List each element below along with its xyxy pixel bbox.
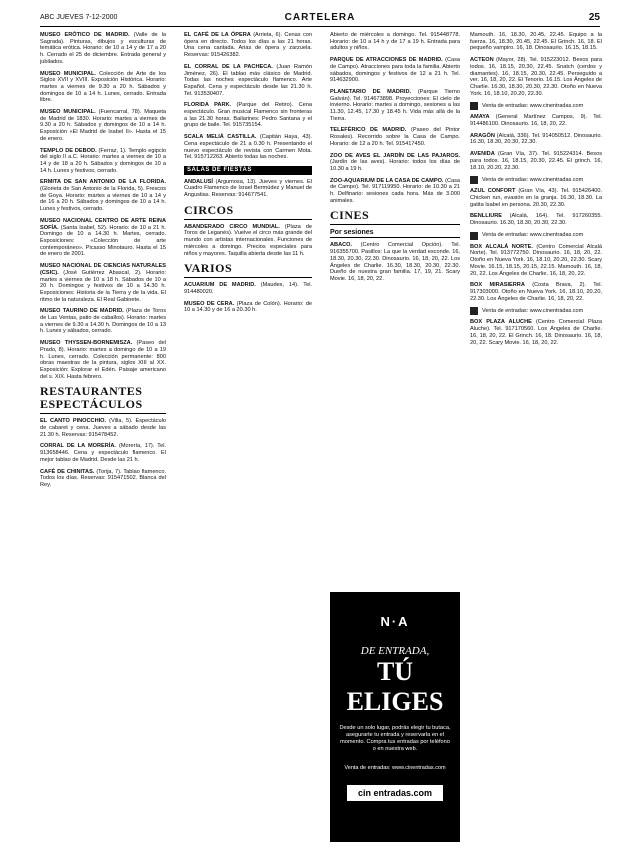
web-banner-text: Venta de entradas: www.cinentradas.com — [482, 176, 584, 183]
listing-entry — [330, 32, 460, 52]
listing-text: (Centro Comercial Plaza Aluche). Tel. 917170560. Los Ángeles de Charlie. 16, 18, 20, 22. El Grinch. 16, 18. Dinosaurio. 16, 18, 20, 22. Scary Movie. 16, 18, 20, 22. — [470, 319, 602, 346]
listing-text: (Casa de Campo). Tel. 917119950. Horario: de 10.30 a 21 h. Delfinario: sesiones cada hora. Más de 3.000 animales. — [330, 177, 460, 204]
listing-text: (Santa Isabel, 52). Horario: de 10 a 21 h. Domingo de 10 a 14.30 h. Martes, cerrado. Exposiciones: «Colección de arte contemporáneo». Picasso Minotauro. Hasta el 15 de enero de 2001. — [40, 224, 166, 258]
listing-text: (Torija, 7). Tablao flamenco. Todos los días. Reservas: 915471502. Blanca del Rey. — [40, 468, 166, 488]
listing-text: (Ferraz, 1). Templo egipcio del siglo II a.C. Horario: martes a viernes de 10 a 14 y de 18 a 20 h. Sábados y domingos de 10 a 14 h. Lunes y festivos, cerrado. — [40, 147, 166, 174]
listing-entry — [470, 57, 602, 97]
restaurants-heading: RESTAURANTES ESPECTÁCULOS — [40, 385, 166, 414]
listing-text: (Parque del Retiro). Cena espectáculo. Gran musical Flamenco sin fronteras a las 21.30 horas. Bailarines: Pedro Santana y el grupo de baile. Tel. 915735154. — [184, 102, 312, 129]
listing-entry — [184, 224, 312, 258]
listing-title: ZOO-AQUARIUM DE LA CASA DE CAMPO. — [330, 177, 444, 184]
listing-entry — [470, 32, 602, 52]
listing-title: SCALA MELIÁ CASTILLA. — [184, 134, 257, 141]
listing-entry — [184, 32, 312, 59]
web-icon — [470, 176, 478, 184]
listing-text: (Alcalá, 164). Tel. 917260355. Dinosaurio. 16.30, 18.30, 20.30, 22.30. — [470, 213, 602, 227]
ad-headline-2: TÚ ELIGES — [346, 657, 444, 716]
listing-title: MUSEO DE CERA. — [184, 300, 235, 307]
web-icon — [470, 232, 478, 240]
listing-entry — [184, 179, 312, 199]
listing-title: BOX PLAZA ALUCHE — [470, 319, 532, 326]
listing-entry — [470, 319, 602, 346]
listing-entry — [470, 114, 602, 127]
listing-title: MUSEO NACIONAL DE CIENCIAS NATURALES (CSIC). — [40, 263, 166, 276]
listing-title: ANDALUSÍ — [184, 178, 213, 185]
listing-entry — [470, 282, 602, 302]
listing-title: ACUARIUM DE MADRID. — [184, 282, 256, 289]
listing-entry — [40, 109, 166, 143]
cinentradas-advertisement[interactable] — [330, 592, 460, 842]
listing-text: (Juan Ramón Jiménez, 26). El tablao más clásico de Madrid. Todas las noches espectáculo flamenco. Arte Español. Cena y espectáculo desde las 21.30 h. Tel. 913530407. — [184, 63, 312, 97]
listing-entry — [184, 64, 312, 98]
listing-entry — [40, 308, 166, 335]
listing-title: AZUL CONFORT — [470, 188, 516, 195]
page-number: 25 — [588, 12, 600, 23]
listing-text: (Centro Comercial Opción). Tel. 916355700. Pasillos: La que la verdad esconde. 16, 18.30, 20.30, 22.30. Dinosaurio. 16, 18, 20, 22. Los Ángeles de Charlie. 16.30, 18.30, 20.30, 22.30. Dueño de nuestra gran familia. 17, 19, 21. Scary Movie. 16, 18, 20, 22. — [330, 242, 460, 282]
web-banner-text: Venta de entradas: www.cinentradas.com — [482, 102, 584, 109]
column-2 — [184, 32, 312, 319]
listing-text: (Casa de Campo). Atracciones para toda la familia. Abierto sábados, domingos y festivos de 12 a 21 h. Tel. 914632900. — [330, 57, 460, 84]
ad-headline-1: DE ENTRADA, — [360, 645, 430, 657]
listing-text: (Maudes, 14). Tel. 914480020. — [184, 282, 312, 295]
ad-logo: N·A — [380, 614, 410, 629]
listing-title: MUSEO THYSSEN-BORNEMISZA. — [40, 340, 133, 347]
listing-title: AMAYA — [470, 114, 490, 121]
listing-entry — [184, 134, 312, 161]
listing-title: EL CORRAL DE LA PACHECA. — [184, 63, 273, 70]
listing-text: (Alcalá, 336). Tel. 914050512. Dinosaurio. 16.30, 18.30, 20.30, 22.30. — [470, 132, 602, 146]
listing-title: MUSEO MUNICIPAL. — [40, 109, 96, 116]
listing-text: (Morería, 17). Tel. 913658446. Cena y espectáculo flamenco. El mejor tablao de Madrid. Desde las 21 h. — [40, 443, 166, 463]
listing-text: (Plaza de Colón). Horario: de 10 a 14.30 y de 16 a 20.30 h. — [184, 300, 312, 314]
listing-entry — [330, 178, 460, 205]
listing-entry — [40, 148, 166, 175]
listing-title: ARAGÓN — [470, 132, 495, 139]
listing-text: (Gran Vía, 43). Tel. 915426400. Chicken run, evasión en la granja. 16.30, 18.30. La gatita Isabel en persona. 20.30, 22.30. — [470, 188, 602, 208]
varios-heading: VARIOS — [184, 262, 312, 278]
ad-url[interactable]: Venta de entradas: www.cinentradas.com — [344, 765, 446, 771]
listing-entry — [40, 443, 166, 463]
listing-title: ACTEON — [470, 57, 494, 64]
listing-text: (Argumosa, 13). Jueves y viernes. El Cuadro Flamenco de Israel Bermúdez y Manuel de Angustias. Reservas: 914677541. — [184, 178, 312, 199]
listing-entry — [330, 127, 460, 147]
listing-text: Abierto de miércoles a domingo. Tel. 915448778. Horario: de 10 a 14 h y de 17 a 19 h. Entrada para adultos y niños. — [330, 32, 460, 52]
column-4 — [470, 32, 602, 351]
web-icon — [470, 307, 478, 315]
listing-text: (Mayor, 28). Tel. 915223012. Besos para todos. 16, 18.15, 20.30, 22.45. Snatch (cerdos y diamantes). 16, 18.15, 20.30, 22.45. Perseguido a ver. 16, 18, 20, 22. El Tenorio. 16.15. Los Ángeles de Charlie. 16.30, 18.30, 20.30, 22.30. Otoño en Nueva York. 16, 18.10, 20.20, 22.30. — [470, 57, 602, 97]
listing-entry — [40, 263, 166, 303]
web-banner[interactable] — [470, 176, 602, 184]
listing-title: EL CANTO PINOCCHIO. — [40, 418, 107, 425]
listing-entry — [40, 418, 166, 438]
listing-title: FLORIDA PARK. — [184, 102, 232, 109]
listing-text: (Fuencarral, 78). Maqueta de Madrid de 1830. Horario: martes a viernes de 9.30 a 20 h. Sábados y domingos de 10 a 14 h. Exposición «El Madrid de Isabel II». Hasta el 15 de enero. — [40, 109, 167, 142]
page-header — [40, 12, 600, 27]
listing-title: CAFÉ DE CHINITAS. — [40, 468, 95, 475]
listing-title: ABACO. — [330, 242, 353, 249]
listing-title: MUSEO MUNICIPAL. — [40, 70, 96, 77]
web-banner-text: Venta de entradas: www.cinentradas.com — [482, 232, 584, 239]
cines-heading: CINES — [330, 209, 460, 225]
listing-title: BOX ALCALÁ NORTE. — [470, 243, 533, 250]
listing-text: Mamouth. 16, 18.30, 20.45, 22.45. Equipo a la fuerza. 16, 18.30, 20.45, 22.45. El Grinch. 16, 18. El pequeño vampiro. 16, 18. Dinosaurio. 16.15, 18.15. — [470, 32, 602, 52]
listing-entry — [470, 188, 602, 208]
listing-title: AVENIDA — [470, 151, 495, 158]
listing-entry — [40, 71, 166, 105]
web-banner[interactable] — [470, 232, 602, 240]
listing-text: (Glorieta de San Antonio de la Florida, 5). Frescos de Goya. Horario: martes a viernes de 10 a 14 y de 16 a 20 h. Sábados y domingos de 10 a 14 h. Lunes y festivos, cerrado. — [40, 186, 166, 213]
listing-title: PLANETARIO DE MADRID. — [330, 88, 412, 95]
listing-title: EL CAFÉ DE LA ÓPERA — [184, 32, 251, 38]
listing-title: PARQUE DE ATRACCIONES DE MADRID. — [330, 57, 443, 64]
listing-title: CORRAL DE LA MORERÍA. — [40, 443, 116, 450]
listing-entry — [40, 340, 166, 380]
listing-text: Colección de Arte de los Siglos XVII y XVIII. Exposición Histórica. Horario: martes a viernes de 9.30 a 20 h. Sábados y domingos de 10 a 14 h. Lunes, cerrado. Entrada libre. — [40, 70, 167, 104]
web-icon — [470, 102, 478, 110]
listing-text: (General Martínez Campos, 9). Tel. 914486100. Dinosaurio. 16, 18, 20, 22. — [470, 114, 602, 128]
listing-text: (Costa Brava, 2). Tel. 917303000. Otoño en Nueva York. 16, 18.10, 20.20, 22.30. Los Ángeles de Charlie. 16, 18, 20, 22. — [470, 282, 603, 302]
listing-entry — [40, 179, 166, 213]
web-banner[interactable] — [470, 307, 602, 315]
listing-entry — [184, 282, 312, 295]
listing-text: (Parque Tierno Galván). Tel. 914673898. Proyecciones: El cielo de invierno. Horario: martes a domingo, sesiones a las 11.30, 12.45, 17.30 y 18.45 h. Vida más allá de la Tierra. — [330, 88, 460, 122]
listing-entry — [184, 301, 312, 314]
web-banner-text: Venta de entradas: www.cinentradas.com — [482, 308, 584, 315]
listing-text: (Centro Comercial Alcalá Norte). Tel. 913772750. Dinosaurio. 16, 18, 20, 22. Otoño en Nueva York. 16, 18.10, 20.20, 22.30. Scary Movie. 16.15, 18.15, 20.15, 22.15. Mamouth. 16, 18, 20, 22. Los Ángeles de Charlie. 16, 18, 20, 22. — [470, 243, 602, 277]
listing-text: (Paseo del Pintor Rosales). Recorrido sobre la Casa de Campo. Horario: de 12 a 20 h. Tel. 915417450. — [330, 127, 461, 147]
section-title: CARTELERA — [284, 12, 356, 23]
ad-brand: cin entradas.com — [347, 785, 443, 801]
listing-text: (Plaza de Toros de Leganés). Vuelve el circo más grande del mundo con artistas internacionales. Funciones de miércoles a domingo. Precios especiales para niños y mayores. Taquilla abierta desde las 11 h. — [184, 223, 313, 257]
column-3 — [330, 32, 460, 288]
listing-title: MUSEO ERÓTICO DE MADRID. — [40, 32, 130, 38]
listing-title: ERMITA DE SAN ANTONIO DE LA FLORIDA. — [40, 179, 166, 186]
ad-body: Desde un solo lugar, podrás elegir tu butaca, asegurarte tu entrada y reservarla en el momento. Compra tus entradas por teléfono o en nuestra web. — [339, 725, 451, 752]
listing-text: (Villa, 5). Espectáculo de cabaret y cena. Jueves a sábado desde las 21.30 h. Reservas: 915478452. — [40, 418, 166, 438]
header-date: ABC JUEVES 7-12-2000 — [40, 14, 118, 21]
listing-title: BOX MIRASIERRA — [470, 282, 525, 289]
listing-entry — [470, 213, 602, 226]
listing-text: (Valle de la Sagrada). Pinturas, dibujos y esculturas de temática erótica. Horario: de 10 a 14 y de 17 a 20 h. Cerrado el 25 de diciembre. Entrada general y jubilados. — [40, 32, 166, 65]
listing-entry — [470, 133, 602, 146]
listing-text: (Paseo del Prado, 8). Horario: martes a domingo de 10 a 19 h. Lunes, cerrado. Colección permanente: 800 obras maestras de la pintura, siglos XIII al XX. Exposición: Explorar el Edén. Paisaje americano del s. XIX. Hasta febrero. — [40, 340, 166, 380]
listing-entry — [40, 218, 166, 258]
listing-entry — [330, 57, 460, 84]
listing-text: (José Gutiérrez Abascal, 2). Horario: martes a viernes de 10 a 18 h. Sábados de 10 a 20 h. Domingos y festivos de 10 a 14.30 h. Exposiciones: Historia de la Tierra y de la vida. El ritmo de la naturaleza. El Real Gabinete. — [40, 269, 166, 303]
circos-heading: CIRCOS — [184, 204, 312, 220]
por-sesiones-subhead: Por sesiones — [330, 229, 460, 238]
listing-title: ABANDERADO CIRCO MUNDIAL. — [184, 223, 280, 230]
listing-text: (Gran Vía, 37). Tel. 915224314. Besos para todos. 16, 18.15, 20.30, 22.45. El grinch. 16, 18.10, 20.20, 22.30. — [470, 151, 602, 171]
listing-title: TEMPLO DE DEBOD. — [40, 147, 97, 154]
listing-entry — [40, 32, 166, 66]
listing-entry — [330, 89, 460, 123]
salas-de-fiestas-bar: SALAS DE FIESTAS — [184, 166, 312, 175]
listing-title: MUSEO TAURINO DE MADRID. — [40, 308, 124, 315]
listing-title: TELEFÉRICO DE MADRID. — [330, 127, 407, 134]
listing-entry — [470, 151, 602, 171]
listing-text: (Capitán Haya, 43). Cena espectáculo de 21 a 0.30 h. Presentando el nuevo espectáculo de revista con Carmen Mota. Tel. 915712263. Abierto todas las noches. — [184, 134, 312, 161]
column-1 — [40, 32, 166, 494]
listing-title: MUSEO NACIONAL CENTRO DE ARTE REINA SOFÍA. — [40, 217, 166, 231]
listing-text: (Arrieta, 6). Cenas con ópera en directo. Todos los días a las 21 horas. Una cena cantada. Arias de ópera y zarzuela. Reservas: 915426382. — [184, 32, 312, 59]
listing-entry — [330, 153, 460, 173]
listing-entry — [184, 102, 312, 129]
listing-entry — [470, 244, 602, 278]
listing-text: (Jardín de las aves). Horario: todos los días de 10.30 a 19 h. — [330, 159, 460, 172]
listing-title: ZOO DE AVES EL JARDÍN DE LAS PAJAROS. — [330, 152, 460, 159]
web-banner[interactable] — [470, 102, 602, 110]
listing-entry — [40, 469, 166, 489]
listing-entry — [330, 242, 460, 282]
listing-title: BENLLIURE — [470, 213, 503, 220]
listing-text: (Plaza de Toros de Las Ventas, patio de caballos). Horario: martes a viernes de 9.30 a 14.30 h. Domingos de 10 a 13 h. Lunes y sábados, cerrado. — [40, 308, 167, 335]
